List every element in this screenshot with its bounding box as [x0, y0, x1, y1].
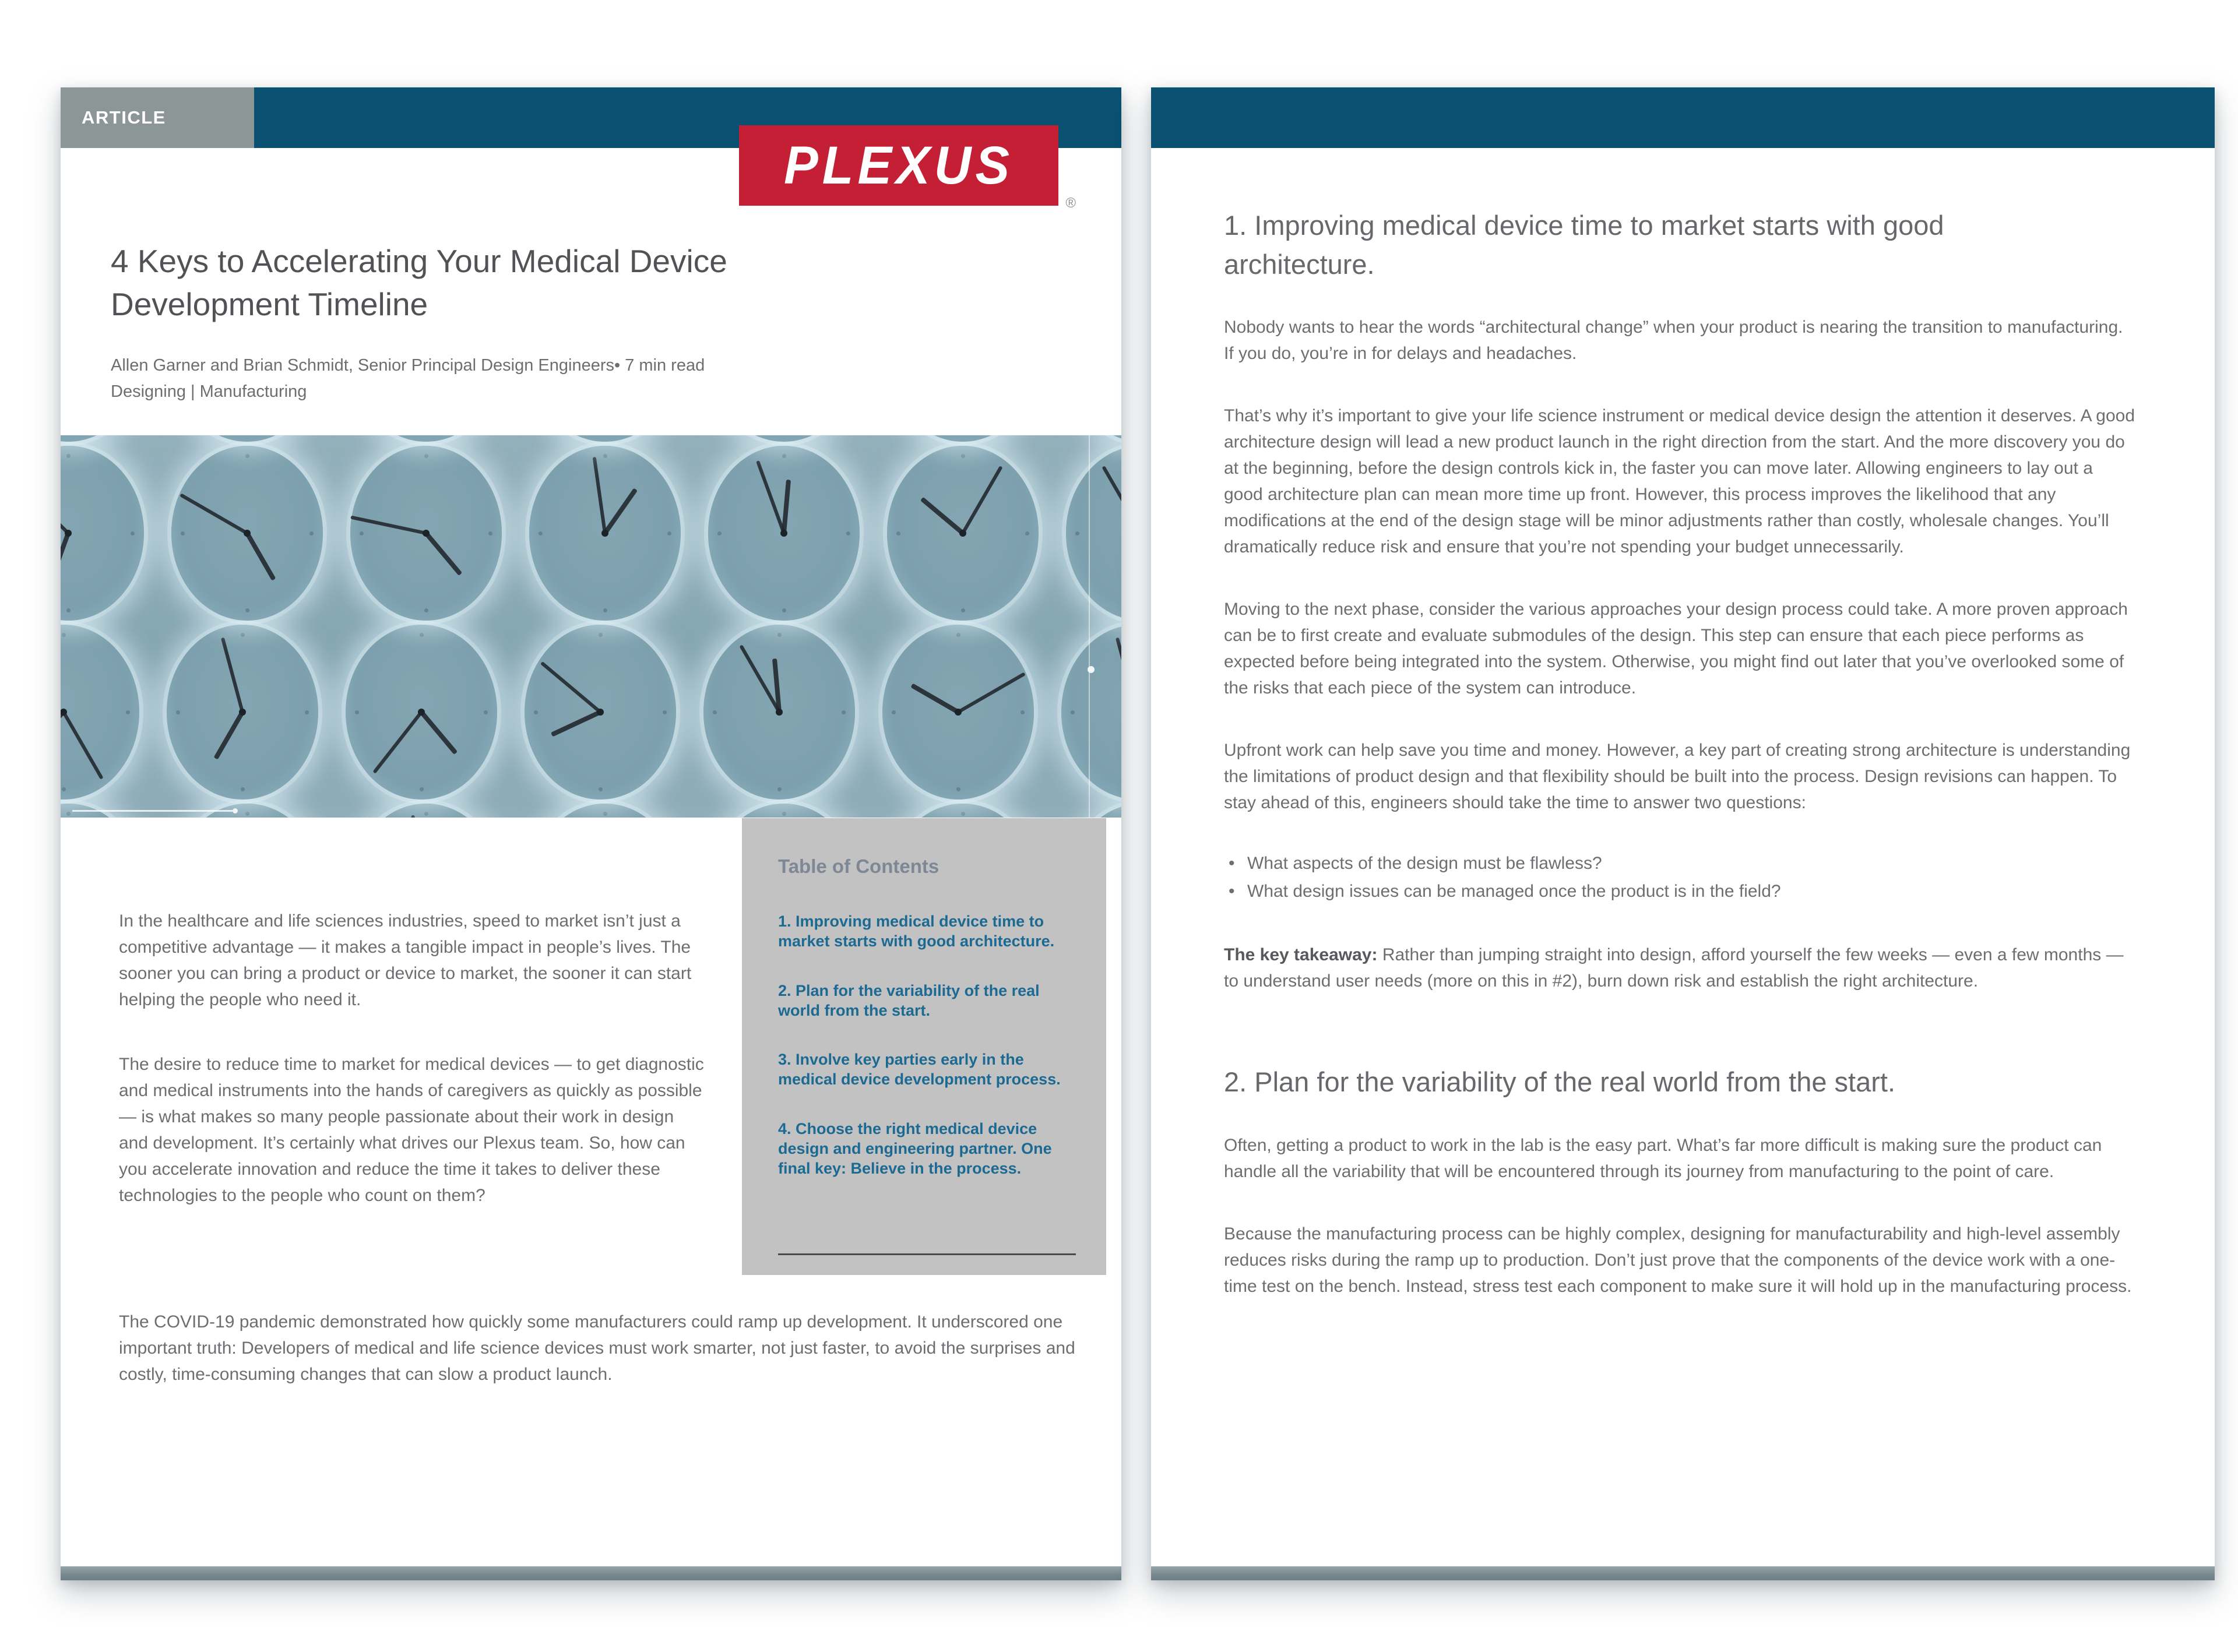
- plexus-logo-text: PLEXUS: [783, 135, 1014, 195]
- wall-clock: [887, 804, 1039, 818]
- covid-paragraph: The COVID-19 pandemic demonstrated how quickly some manufacturers could ramp up development. It underscored one important truth: Developers of medical and life science devices must work smarter, not just faster, to avoid the surprises and costly, time-consuming changes that can slow a product launch.: [119, 1312, 1075, 1384]
- section-1-paragraph-4: Upfront work can help save you time and money. However, a key part of creating strong architecture is understanding the limitations of product design and that flexibility should be built into the process. Design revisions can happen. To stay ahead of this, engineers should take the time to answer two questions:: [1224, 741, 2131, 813]
- section-2-paragraph-1: Often, getting a product to work in the lab is the easy part. What’s far more difficult is making sure the product can handle all the variability that will be encountered through its journey from manufacturing to the point of care.: [1224, 1136, 2102, 1182]
- table-of-contents: [742, 818, 1106, 1275]
- key-takeaway-label: The key takeaway:: [1224, 945, 1378, 965]
- wall-clock: [1066, 435, 1121, 442]
- wall-clock: [350, 804, 502, 818]
- wall-clock: [346, 625, 497, 799]
- registered-trademark-icon: ®: [1065, 195, 1076, 211]
- wall-clock: [61, 435, 144, 442]
- key-takeaway-text: Rather than jumping straight into design, afford yourself the few weeks — even a few months — to understand user needs (more on this in #2), burn down risk and establish the right architecture.: [1224, 945, 2124, 991]
- section-1-paragraph-1: Nobody wants to hear the words “architectural change” when your product is nearing the transition to manufacturing. If you do, you’re in for delays and headaches.: [1224, 318, 2123, 364]
- page-two-top-bar: [1151, 87, 2215, 148]
- wall-clock: [350, 446, 502, 621]
- wall-clock: [708, 804, 860, 818]
- wall-clock: [529, 446, 681, 621]
- wall-clock: [1066, 804, 1121, 818]
- toc-divider: [778, 1253, 1076, 1255]
- wall-clock: [703, 625, 855, 799]
- wall-clock: [171, 446, 323, 621]
- page-one: [61, 87, 1121, 1580]
- article-badge: ARTICLE: [61, 87, 254, 148]
- wall-clock: [350, 435, 502, 442]
- toc-item-1[interactable]: 1. Improving medical device time to market starts with good architecture.: [778, 913, 1055, 950]
- page-two: [1151, 87, 2215, 1580]
- page-two-footer-bar: [1151, 1566, 2215, 1580]
- wall-clock: [529, 804, 681, 818]
- byline-categories: Designing | Manufacturing: [111, 382, 307, 401]
- design-questions-list: [1224, 850, 2136, 906]
- wall-clock: [887, 435, 1039, 442]
- toc-item-4[interactable]: 4. Choose the right medical device design and engineering partner. One final key: Believe in the process.: [778, 1119, 1052, 1178]
- page-one-footer-bar: [61, 1566, 1121, 1580]
- wall-clock: [525, 625, 676, 799]
- key-takeaway-paragraph: [1224, 942, 2136, 994]
- byline-authors: Allen Garner and Brian Schmidt, Senior Principal Design Engineers• 7 min read: [111, 356, 705, 375]
- wall-clock: [882, 625, 1034, 799]
- wall-clock: [1061, 625, 1121, 799]
- intro-paragraph-1: In the healthcare and life sciences industries, speed to market isn’t just a competitive advantage — it makes a tangible impact in people’s lives. The sooner you can bring a product or device to market, the sooner it can start helping the people who need it.: [119, 911, 692, 1009]
- section-1-heading: 1. Improving medical device time to market starts with good architecture.: [1224, 210, 1944, 280]
- toc-item-2[interactable]: 2. Plan for the variability of the real world from the start.: [778, 981, 1040, 1019]
- wall-clock: [887, 446, 1039, 621]
- wall-clock: [708, 446, 860, 621]
- wall-clock: [708, 435, 860, 442]
- byline: [111, 353, 705, 405]
- wall-clock: [1066, 446, 1121, 621]
- page-two-content: [1224, 148, 2136, 1299]
- hero-artifact-vertical-line: [1089, 435, 1090, 818]
- plexus-logo: [739, 125, 1076, 211]
- section-1-paragraph-3: Moving to the next phase, consider the various approaches your design process could take. A more proven approach can be to first create and evaluate submodules of the design. This step can ensure that each piece performs as expected before being integrated into the system. Otherwise, you might find out later that you’ve overlooked some of the risks that each piece of the system can introduce.: [1224, 600, 2128, 698]
- wall-clock: [61, 446, 144, 621]
- wall-clock: [529, 435, 681, 442]
- section-1-paragraph-2: That’s why it’s important to give your life science instrument or medical device design the attention it deserves. A good architecture design will lead a new product launch in the right direction from the start. And the more discovery you do at the beginning, before the design controls kick in, the faster you can move later. Allowing engineers to lay out a good architecture plan can mean more time up front. However, this process improves the likelihood that any modifications at the end of the design stage will be minor adjustments rather than costly, wholesale changes. You’ll dramatically reduce risk and ensure that you’re not spending your budget unnecessarily.: [1224, 406, 2135, 557]
- wall-clock: [167, 625, 318, 799]
- toc-item-3[interactable]: 3. Involve key parties early in the medical device development process.: [778, 1051, 1061, 1089]
- hero-image-wall-clocks: [61, 435, 1121, 818]
- hero-artifact-dot: [1088, 666, 1095, 673]
- intro-column: [119, 908, 708, 1247]
- article-title: 4 Keys to Accelerating Your Medical Device Development Timeline: [111, 243, 727, 322]
- hero-artifact-horizontal-line: [72, 810, 233, 812]
- section-2-heading: 2. Plan for the variability of the real world from the start.: [1224, 1066, 1896, 1098]
- section-2-paragraph-2: Because the manufacturing process can be highly complex, designing for manufacturability and high-level assembly reduces risks during the ramp up to production. Don’t just prove that the components of the device work with a one-time test on the bench. Instead, stress test each component to make sure it will hold up in the manufacturing process.: [1224, 1224, 2132, 1297]
- intro-paragraph-2: The desire to reduce time to market for medical devices — to get diagnostic and medical instruments into the hands of caregivers as quickly as possible — is what makes so many people passionate about their work in design and development. It’s certainly what drives our Plexus team. So, how can you accelerate innovation and reduce the time it takes to deliver these technologies to the people who count on them?: [119, 1055, 704, 1205]
- toc-title: Table of Contents: [778, 855, 939, 877]
- wall-clock: [61, 625, 139, 799]
- design-question-2: • What design issues can be managed once the product is in the field?: [1224, 878, 2136, 906]
- design-question-1: • What aspects of the design must be flawless?: [1224, 850, 2136, 878]
- wall-clock: [171, 435, 323, 442]
